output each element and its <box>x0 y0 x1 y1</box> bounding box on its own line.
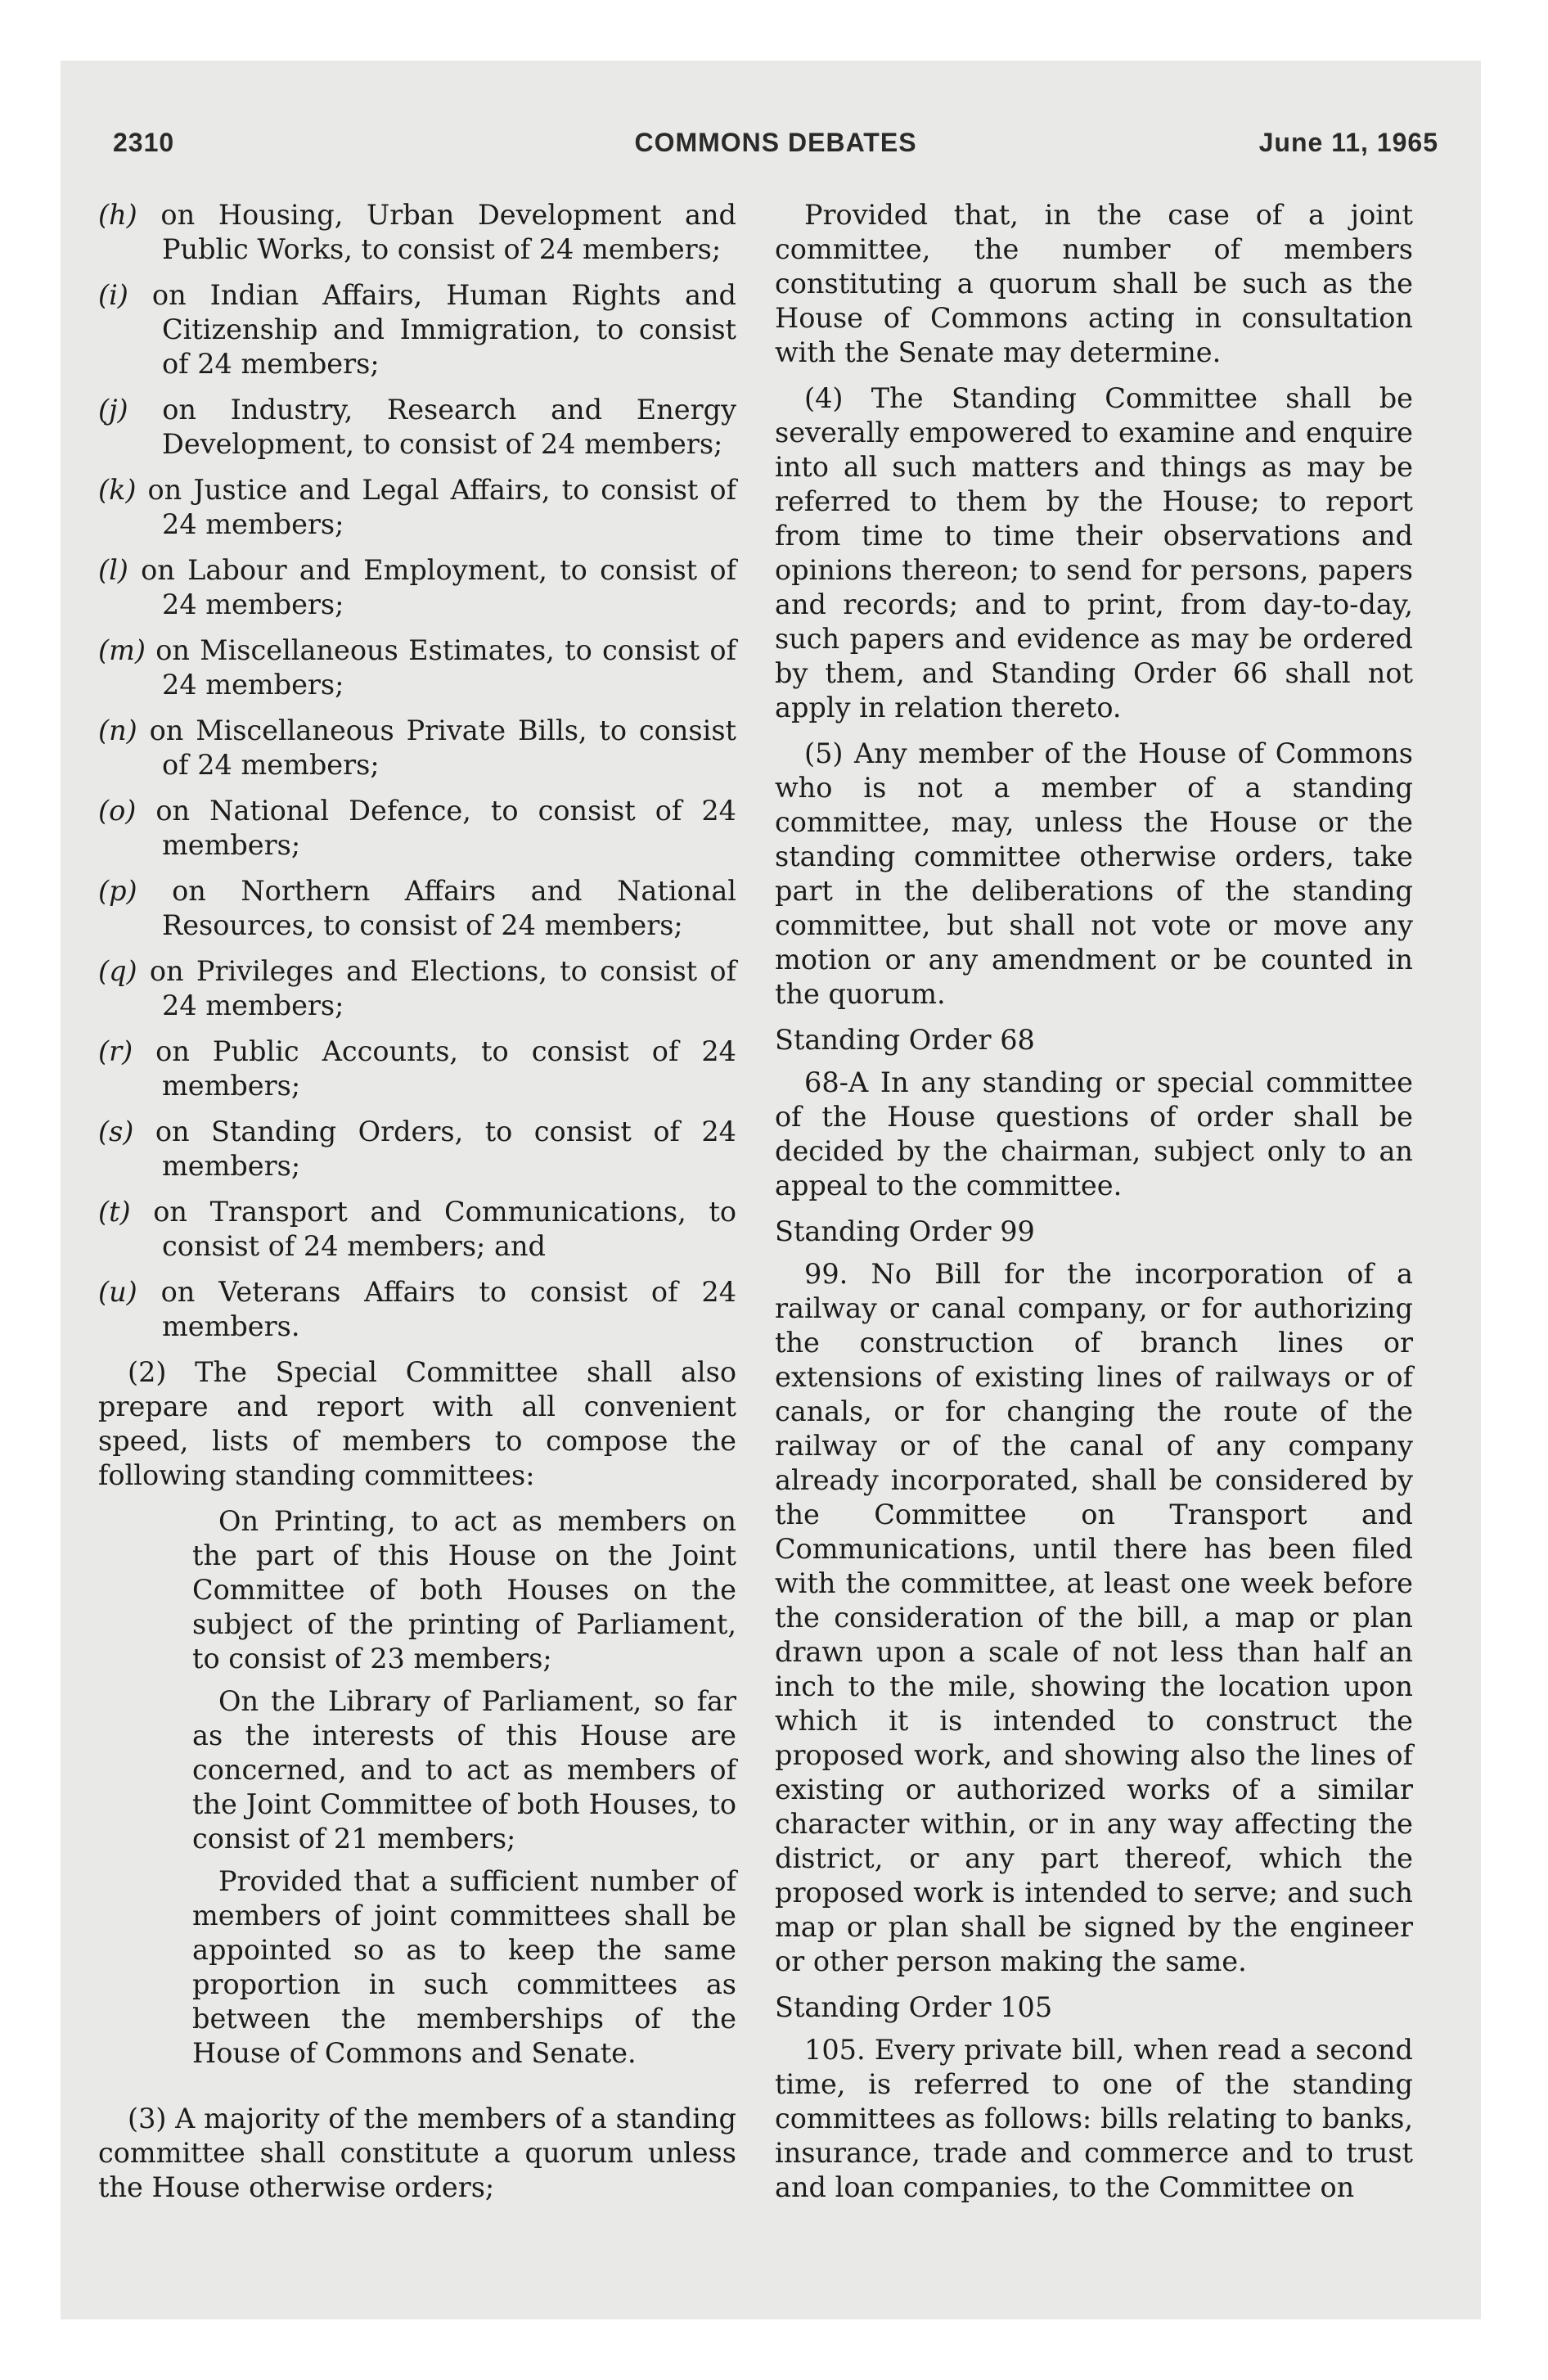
item-label: (p) <box>98 875 137 907</box>
item-text: on Miscellaneous Estimates, to consist of 24 members; <box>155 634 736 701</box>
item-label: (q) <box>98 955 137 987</box>
item-text: on Housing, Urban Development and Public Works, to consist of 24 members; <box>160 199 737 265</box>
text-standing-order-105: 105. Every private bill, when read a second time, is referred to one of the standing committees as follows: bills relating to banks, insurance, trade and commerce and to trust and loan companies, to the Committee on <box>775 2034 1413 2203</box>
paragraph-4: (4) The Standing Committee shall be severally empowered to examine and enquire into all such matters and things as may be referred to them by the House; to report from time to time their observations and opinions thereon; to send for persons, papers and records; and to print, from day-to-day, such papers and evidence as may be ordered by them, and Standing Order 66 shall not apply in relation thereto. <box>775 382 1413 723</box>
item-label: (o) <box>98 795 137 827</box>
page-sheet <box>61 61 1481 2319</box>
item-text: on Justice and Legal Affairs, to consist of 24 members; <box>147 474 736 540</box>
heading-standing-order-68: Standing Order 68 <box>775 1024 1035 1056</box>
committee-item <box>98 1034 736 1103</box>
page-header <box>113 128 1438 174</box>
item-text: on Indian Affairs, Human Rights and Citizenship and Immigration, to consist of 24 members; <box>151 279 737 380</box>
committee-item <box>98 714 736 782</box>
heading-standing-order-99: Standing Order 99 <box>775 1215 1035 1247</box>
page-number: 2310 <box>113 128 175 157</box>
item-label: (r) <box>98 1035 133 1067</box>
committee-item <box>98 1115 736 1183</box>
committee-item <box>98 794 736 863</box>
committee-item <box>98 393 736 462</box>
committee-item <box>98 1275 736 1344</box>
paragraph-joint-committee: Provided that, in the case of a joint committee, the number of members constituting a quorum shall be such as the House of Commons acting in consultation with the Senate may determine. <box>775 199 1413 368</box>
item-label: (n) <box>98 714 137 746</box>
heading-standing-order-105: Standing Order 105 <box>775 1991 1053 2023</box>
item-text: on Industry, Research and Energy Development, to consist of 24 members; <box>162 394 736 460</box>
publication-title: COMMONS DEBATES <box>634 128 917 157</box>
text-standing-order-99: 99. No Bill for the incorporation of a railway or canal company, or for authorizing the construction of branch lines or extensions of existing lines of railways or of canals, or for changing the route of the railway or of the canal of any company already incorporated, shall be considered by the Committee on Transport and Communications, until there has been filed with the committee, at least one week before the consideration of the bill, a map or plan drawn upon a scale of not less than half an inch to the mile, showing the location upon which it is intended to construct the proposed work, and showing also the lines of existing or authorized works of a similar character within, or in any way affecting the district, or any part thereof, which the proposed work is intended to serve; and such map or plan shall be signed by the engineer or other person making the same. <box>775 1258 1413 1977</box>
committee-item <box>98 1195 736 1264</box>
paragraph-5: (5) Any member of the House of Commons who is not a member of a standing committee, may, unless the House or the standing committee otherwise orders, take part in the deliberations of the standing committee, but shall not vote or move any motion or any amendment or be counted in the quorum. <box>775 737 1413 1010</box>
committee-item <box>98 633 736 702</box>
item-text: on National Defence, to consist of 24 members; <box>155 795 736 861</box>
committee-item <box>98 473 736 542</box>
committee-item <box>98 198 736 267</box>
quote-proviso: Provided that a sufficient number of members of joint committees shall be appointed so as to keep the same proportion in such committees as between the memberships of the House of Commons and Senate. <box>192 1865 736 2069</box>
item-text: on Miscellaneous Private Bills, to consist of 24 members; <box>149 714 736 781</box>
quote-library: On the Library of Parliament, so far as the interests of this House are concerned, and to act as members of the Joint Committee of both Houses, to consist of 21 members; <box>192 1685 736 1855</box>
item-text: on Standing Orders, to consist of 24 members; <box>155 1116 736 1182</box>
item-label: (t) <box>98 1196 131 1228</box>
item-label: (k) <box>98 474 137 506</box>
item-text: on Northern Affairs and National Resources, to consist of 24 members; <box>162 875 737 941</box>
committee-item <box>98 954 736 1023</box>
item-label: (m) <box>98 634 146 666</box>
item-text: on Veterans Affairs to consist of 24 members. <box>160 1276 737 1342</box>
left-column <box>98 198 736 2216</box>
item-label: (s) <box>98 1116 134 1147</box>
item-text: on Privileges and Elections, to consist of 24 members; <box>149 955 736 1021</box>
item-text: on Labour and Employment, to consist of 24 members; <box>141 554 736 620</box>
committee-list <box>98 198 736 1344</box>
quote-printing: On Printing, to act as members on the part of this House on the Joint Committee of both Houses on the subject of the printing of Parliament, to consist of 23 members; <box>192 1505 736 1675</box>
right-column <box>775 198 1413 2216</box>
item-text: on Public Accounts, to consist of 24 members; <box>155 1035 736 1102</box>
item-label: (j) <box>98 394 128 426</box>
item-text: on Transport and Communications, to consist of 24 members; and <box>153 1196 737 1262</box>
item-label: (u) <box>98 1276 137 1308</box>
spacer <box>98 2079 736 2102</box>
paragraph-3: (3) A majority of the members of a standing committee shall constitute a quorum unless the House otherwise orders; <box>98 2103 736 2203</box>
committee-item <box>98 278 736 381</box>
text-standing-order-68a: 68-A In any standing or special committee of the House questions of order shall be decided by the chairman, subject only to an appeal to the committee. <box>775 1066 1413 1201</box>
item-label: (i) <box>98 279 128 311</box>
paragraph-2: (2) The Special Committee shall also prepare and report with all convenient speed, lists of members to compose the following standing committees: <box>98 1356 736 1491</box>
committee-item <box>98 874 736 943</box>
committee-item <box>98 553 736 622</box>
item-label: (l) <box>98 554 128 586</box>
item-label: (h) <box>98 199 137 231</box>
issue-date: June 11, 1965 <box>1258 128 1438 157</box>
